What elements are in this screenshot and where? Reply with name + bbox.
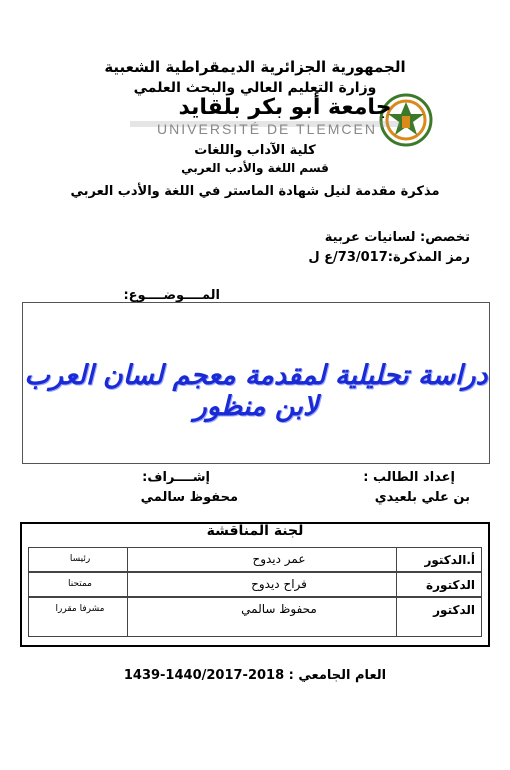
member-name: محفوظ سالمي	[241, 602, 317, 616]
republic-name: الجمهورية الجزائرية الديمقراطية الشعبية	[104, 58, 406, 76]
member-name: فراح ديدوح	[251, 577, 307, 591]
member-title: الدكتورة	[426, 578, 475, 592]
member-title: الدكتور	[433, 603, 475, 617]
university-name-arabic: جامعة أبو بكر بلقايد	[178, 95, 392, 120]
committee-row-supervisor	[28, 597, 482, 637]
department-name: قسم اللغة والأدب العربي	[181, 161, 329, 175]
supervisor-label: إشــــراف:	[142, 470, 210, 485]
ministry-name: وزارة التعليم العالي والبحث العلمي	[133, 80, 377, 96]
academic-year-label: العام الجامعي :	[288, 668, 387, 683]
university-name-french: UNIVERSITÉ DE TLEMCEN	[157, 121, 377, 137]
specialization: تخصص: لسانيات عربية	[324, 230, 470, 245]
faculty-name: كلية الآداب واللغات	[194, 143, 316, 158]
member-role: رئيسا	[69, 554, 91, 564]
student-label: إعداد الطالب :	[363, 470, 455, 485]
committee-row-examiner	[28, 572, 482, 597]
member-role: ممتحنا	[67, 579, 92, 589]
topic-label: المــــوضــــوع:	[123, 288, 220, 303]
supervisor-name: محفوظ سالمي	[140, 490, 238, 505]
committee-row-president	[28, 547, 482, 572]
member-title: أ.الدكتور	[424, 553, 475, 567]
student-name: بن علي بلعيدي	[374, 490, 470, 505]
committee-title: لجنة المناقشة	[206, 523, 304, 539]
academic-year-value: 1439-1440/2017-2018	[123, 668, 285, 683]
memo-code: رمز المذكرة:73/017/ع ل	[308, 250, 470, 265]
member-role: مشرفا مقررا	[55, 604, 105, 614]
member-name: عمر ديدوح	[252, 552, 306, 566]
academic-year	[0, 668, 510, 683]
memo-description: مذكرة مقدمة لنيل شهادة الماستر في اللغة والأدب العربي	[70, 184, 440, 199]
thesis-title: دراسة تحليلية لمقدمة معجم لسان العرب لابن منظور	[24, 360, 488, 422]
